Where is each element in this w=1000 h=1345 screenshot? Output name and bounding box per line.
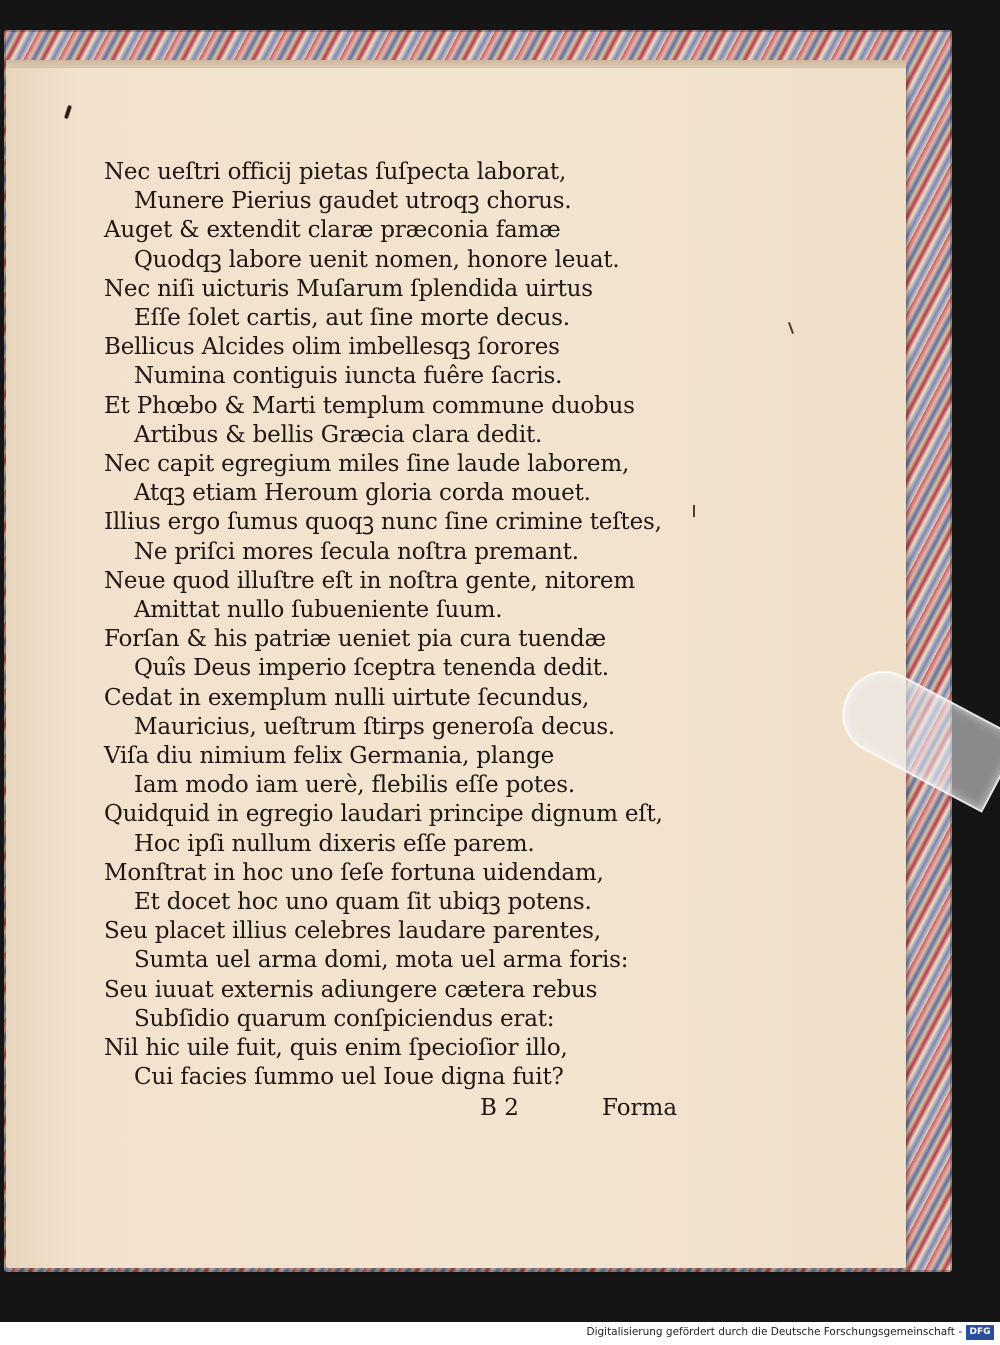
poem-line: Munere Pierius gaudet utroqꝫ chorus. <box>134 188 572 215</box>
poem-line: Atqꝫ etiam Heroum gloria corda mouet. <box>134 480 591 507</box>
poem-line: Nil hic uile fuit, quis enim ſpecioſior illo, <box>104 1035 568 1062</box>
poem-line: Forſan & his patriæ ueniet pia cura tuendæ <box>104 626 606 653</box>
poem-line: Ne priſci mores ſecula noſtra premant. <box>134 538 579 565</box>
poem-line: Viſa diu nimium felix Germania, plange <box>104 743 555 770</box>
poem-line: Quidquid in egregio laudari principe dignum eſt, <box>104 801 663 828</box>
catchword: Forma <box>602 1095 678 1121</box>
poem-line: Mauricius, ueſtrum ſtirps generoſa decus. <box>134 713 616 740</box>
poem-line: Subſidio quarum conſpiciendus erat: <box>134 1005 555 1032</box>
poem-line: Iam modo iam uerè, flebilis eſſe potes. <box>134 772 575 799</box>
poem-line: Eſſe ſolet cartis, aut ſine morte decus. <box>134 305 570 332</box>
poem-line: Illius ergo ſumus quoqꝫ nunc ſine crimine teſtes, <box>104 509 662 536</box>
poem-line: Hoc ipſi nullum dixeris eſſe parem. <box>134 830 535 857</box>
poem-line: Monſtrat in hoc uno ſeſe fortuna uidendam, <box>104 859 604 886</box>
poem-line: Cui facies ſummo uel Ioue digna fuit? <box>134 1064 564 1091</box>
poem-text <box>104 158 684 1093</box>
poem-line: Neue quod illuſtre eſt in noſtra gente, nitorem <box>104 567 635 594</box>
page-footer <box>104 1095 694 1131</box>
poem-line: Et Phœbo & Marti templum commune duobus <box>104 392 635 419</box>
signature-mark: B 2 <box>480 1095 519 1121</box>
poem-line: Et docet hoc uno quam ſit ubiqꝫ potens. <box>134 889 592 916</box>
poem-line: Seu placet illius celebres laudare parentes, <box>104 918 601 945</box>
poem-line: Nec ueſtri officij pietas ſuſpecta laborat, <box>104 159 567 185</box>
credit-bar <box>0 1322 1000 1345</box>
poem-line: Bellicus Alcides olim imbellesqꝫ ſorores <box>104 334 560 361</box>
poem-line: Sumta uel arma domi, mota uel arma foris: <box>134 947 629 974</box>
poem-line: Quîs Deus imperio ſceptra tenenda dedit. <box>134 655 609 682</box>
poem-line: Seu iuuat externis adiungere cætera rebus <box>104 976 598 1003</box>
poem-line: Artibus & bellis Græcia clara dedit. <box>134 421 543 448</box>
poem-line: Quodqꝫ labore uenit nomen, honore leuat. <box>134 246 620 273</box>
poem-line: Amittat nullo ſubueniente ſuum. <box>134 597 503 624</box>
ink-tick <box>693 505 695 517</box>
poem-line: Numina contiguis iuncta fuêre ſacris. <box>134 363 563 390</box>
poem-line: Nec capit egregium miles ſine laude laborem, <box>104 451 630 478</box>
funding-credit: Digitalisierung gefördert durch die Deutsche Forschungsgemeinschaft - <box>586 1326 962 1338</box>
poem-line: Cedat in exemplum nulli uirtute ſecundus, <box>104 684 590 711</box>
poem-line: Auget & extendit claræ præconia famæ <box>104 217 561 244</box>
poem-line: Nec niſi uicturis Muſarum ſplendida uirtus <box>104 275 593 302</box>
dfg-logo-icon: DFG <box>966 1325 994 1340</box>
